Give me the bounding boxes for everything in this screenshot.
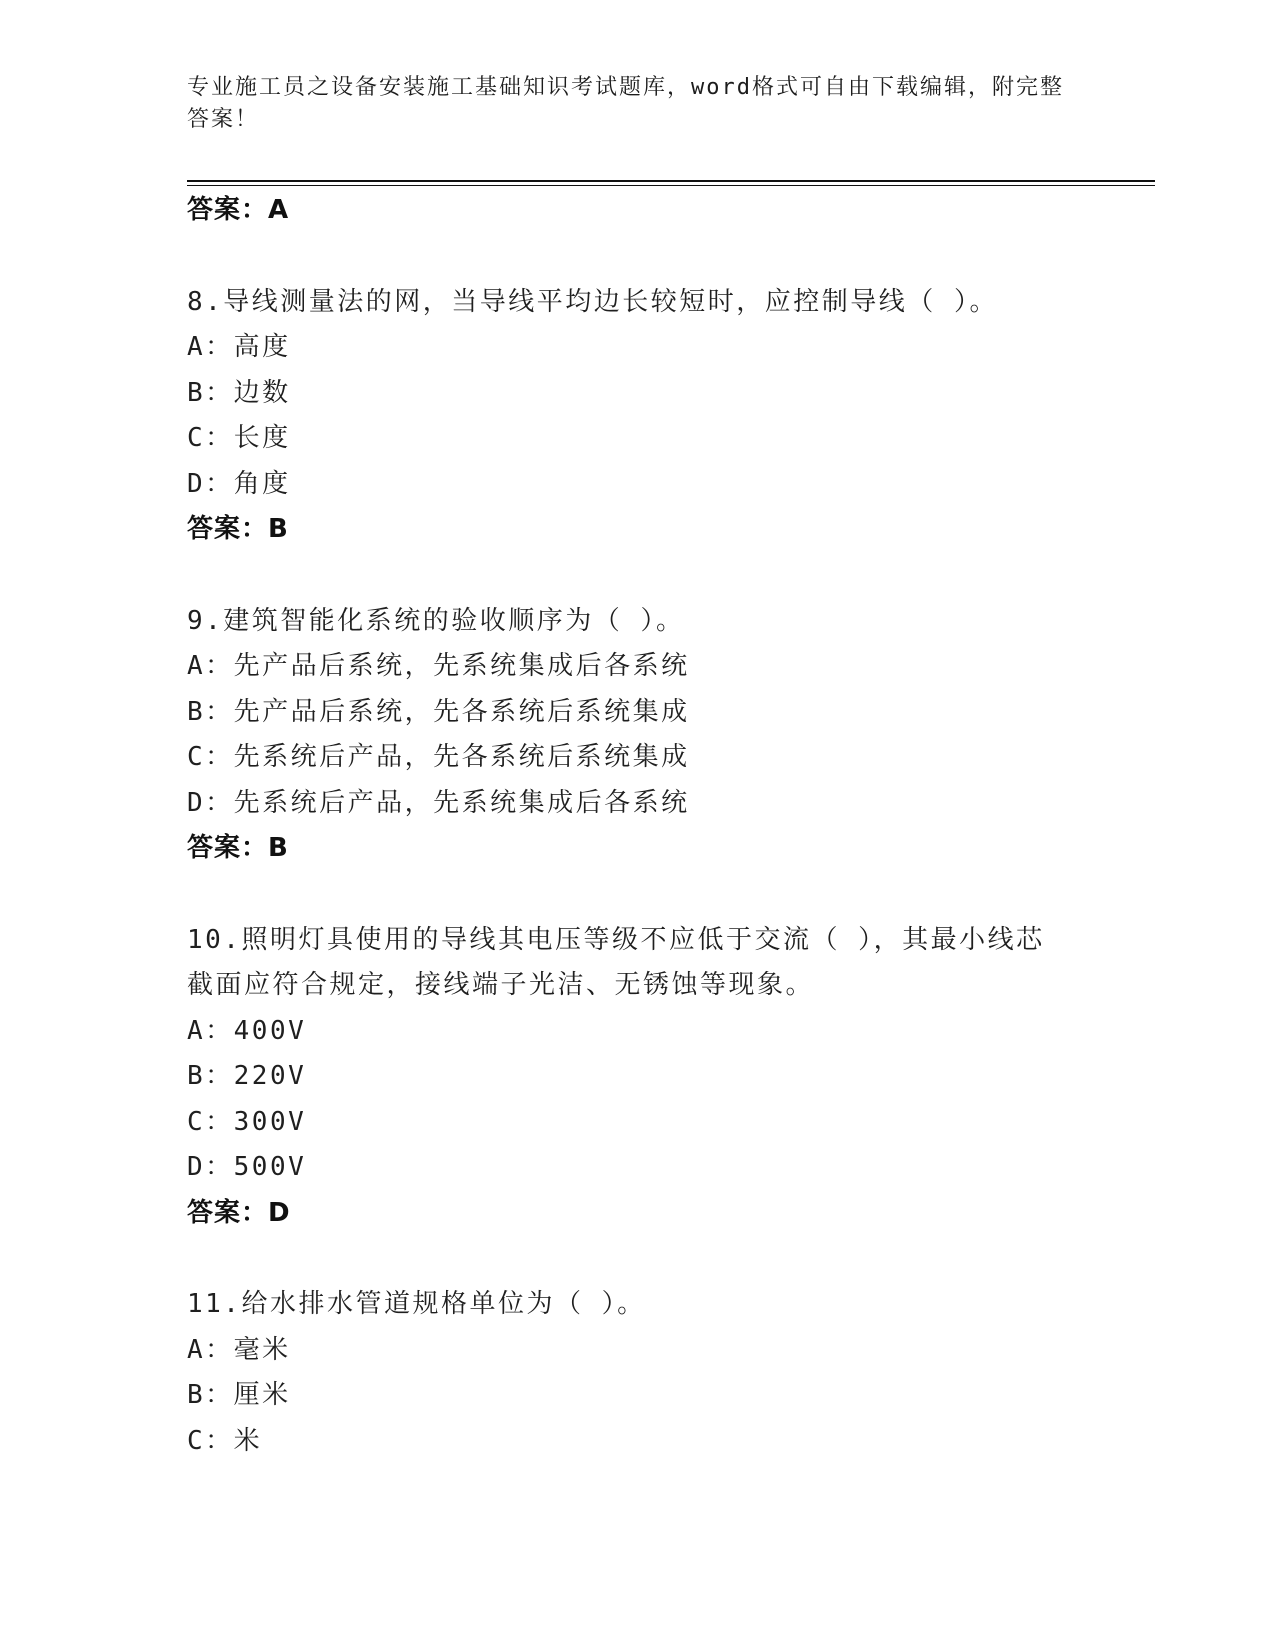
question-list	[187, 188, 1147, 1464]
option-d: D：角度	[187, 468, 291, 499]
question-11	[187, 1282, 1147, 1464]
option-b: B：厘米	[187, 1380, 291, 1410]
answer-line: 答案：B	[187, 833, 289, 863]
question-text: 10.照明灯具使用的导线其电压等级不应低于交流（ ），其最小线芯截面应符合规定，接线端子光洁、无锈蚀等现象。	[187, 924, 1045, 1000]
question-text: 11.给水排水管道规格单位为（ ）。	[187, 1289, 646, 1319]
option-b: B：220V	[187, 1061, 307, 1091]
answer-line: 答案：B	[187, 514, 289, 544]
question-text: 9.建筑智能化系统的验收顺序为（ ）。	[187, 605, 685, 636]
question-10	[187, 918, 1147, 1237]
option-c: C：长度	[187, 423, 291, 453]
question-9	[187, 599, 1147, 872]
document-header: 专业施工员之设备安装施工基础知识考试题库，word格式可自由下载编辑，附完整答案！	[187, 75, 1064, 132]
question-text: 8.导线测量法的网，当导线平均边长较短时，应控制导线（ ）。	[187, 286, 998, 317]
header-divider-thick	[187, 180, 1155, 182]
spacer	[187, 553, 1147, 599]
spacer	[187, 1236, 1147, 1282]
option-b: B：先产品后系统，先各系统后系统集成	[187, 696, 690, 727]
option-a: A：毫米	[187, 1334, 291, 1365]
option-a: A：400V	[187, 1015, 307, 1046]
option-a: A：高度	[187, 332, 291, 362]
option-a: A：先产品后系统，先系统集成后各系统	[187, 651, 690, 681]
answer-line: 答案：D	[187, 1197, 291, 1228]
spacer	[187, 234, 1147, 280]
question-8	[187, 280, 1147, 553]
answer-line: 答案：A	[187, 195, 290, 225]
spacer	[187, 872, 1147, 918]
option-c: C：米	[187, 1425, 263, 1456]
option-d: D：先系统后产品，先系统集成后各系统	[187, 787, 690, 818]
option-b: B：边数	[187, 377, 291, 408]
header-divider-thin	[187, 185, 1155, 186]
option-c: C：300V	[187, 1106, 307, 1137]
option-d: D：500V	[187, 1152, 307, 1182]
option-c: C：先系统后产品，先各系统后系统集成	[187, 742, 690, 772]
